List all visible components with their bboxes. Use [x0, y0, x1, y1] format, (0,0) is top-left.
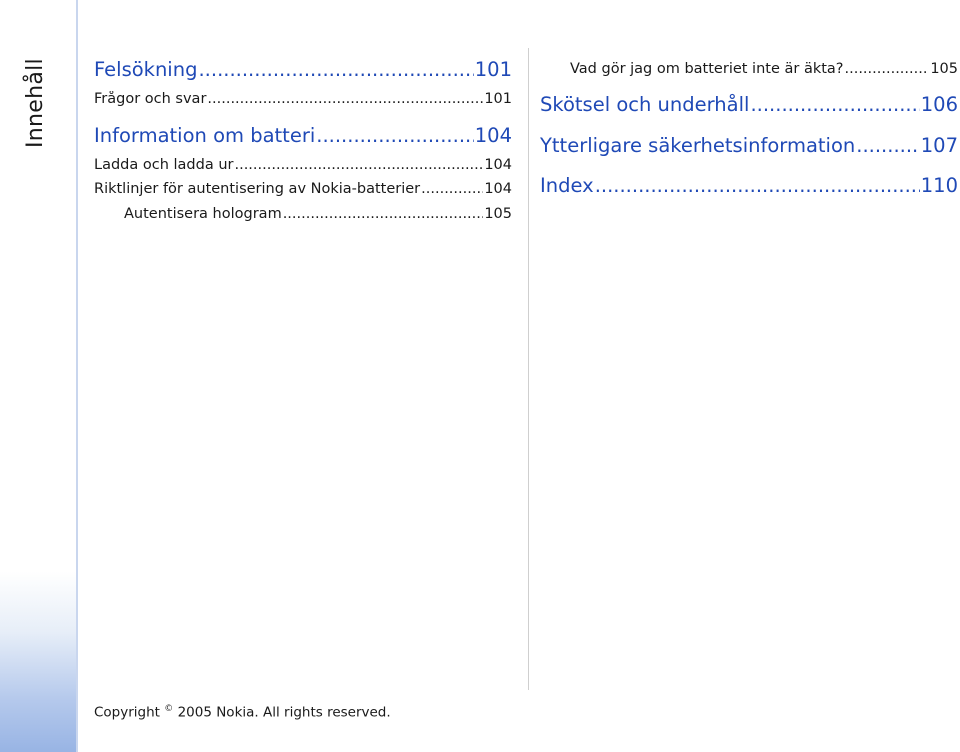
toc-entry-label: Ladda och ladda ur [94, 157, 234, 173]
toc-entry-page: 104 [484, 157, 512, 173]
toc-entry-riktlinjer[interactable] [94, 181, 512, 197]
toc-entry-page: 105 [484, 206, 512, 222]
toc-entry-label: Information om batteri [94, 124, 316, 147]
toc-leader-dots [750, 93, 919, 116]
toc-entry-skotsel-och-underhall[interactable] [540, 93, 958, 116]
toc-entry-page: 104 [474, 124, 512, 147]
toc-entry-label: Riktlinjer för autentisering av Nokia-batterier [94, 181, 421, 197]
toc-entry-ladda-och-ladda-ur[interactable] [94, 157, 512, 173]
toc-entry-ytterligare-sakerhetsinformation[interactable] [540, 134, 958, 157]
column-divider [528, 48, 529, 690]
toc-entry-page: 101 [474, 58, 512, 81]
toc-entry-autentisera-hologram[interactable] [124, 206, 512, 222]
toc-entry-page: 106 [920, 93, 958, 116]
toc-entry-label: Ytterligare säkerhetsinformation [540, 134, 856, 157]
toc-entry-index[interactable] [540, 174, 958, 197]
toc-leader-dots [207, 91, 483, 107]
toc-leader-dots [234, 157, 483, 173]
toc-leader-dots [856, 134, 920, 157]
toc-leader-dots [845, 61, 930, 77]
toc-entry-label: Index [540, 174, 594, 197]
copyright-prefix: Copyright [94, 704, 160, 721]
toc-entry-page: 105 [930, 61, 958, 77]
toc-entry-label: Skötsel och underhåll [540, 93, 750, 116]
toc-entry-label: Autentisera hologram [124, 206, 282, 222]
toc-entry-page: 107 [920, 134, 958, 157]
toc-entry-label: Felsökning [94, 58, 198, 81]
toc-entry-label: Frågor och svar [94, 91, 207, 107]
toc-entry-information-om-batteri[interactable] [94, 124, 512, 147]
toc-entry-vad-gor-jag[interactable] [570, 61, 958, 77]
toc-entry-page: 101 [484, 91, 512, 107]
toc-entry-page: 110 [920, 174, 958, 197]
toc-entry-fragor-och-svar[interactable] [94, 91, 512, 107]
toc-leader-dots [595, 174, 920, 197]
copyright-suffix: 2005 Nokia. All rights reserved. [177, 704, 391, 721]
toc-leader-dots [283, 206, 484, 222]
toc-leader-dots [316, 124, 474, 147]
copyright-notice [94, 704, 391, 721]
toc-leader-dots [421, 181, 483, 197]
side-strip-border [76, 0, 78, 752]
toc-entry-page: 104 [484, 181, 512, 197]
toc-leader-dots [198, 58, 473, 81]
chapter-title: Innehåll [23, 58, 48, 148]
toc-entry-felsokning[interactable] [94, 58, 512, 81]
copyright-symbol: © [164, 704, 174, 714]
toc-entry-label: Vad gör jag om batteriet inte är äkta? [570, 61, 844, 77]
